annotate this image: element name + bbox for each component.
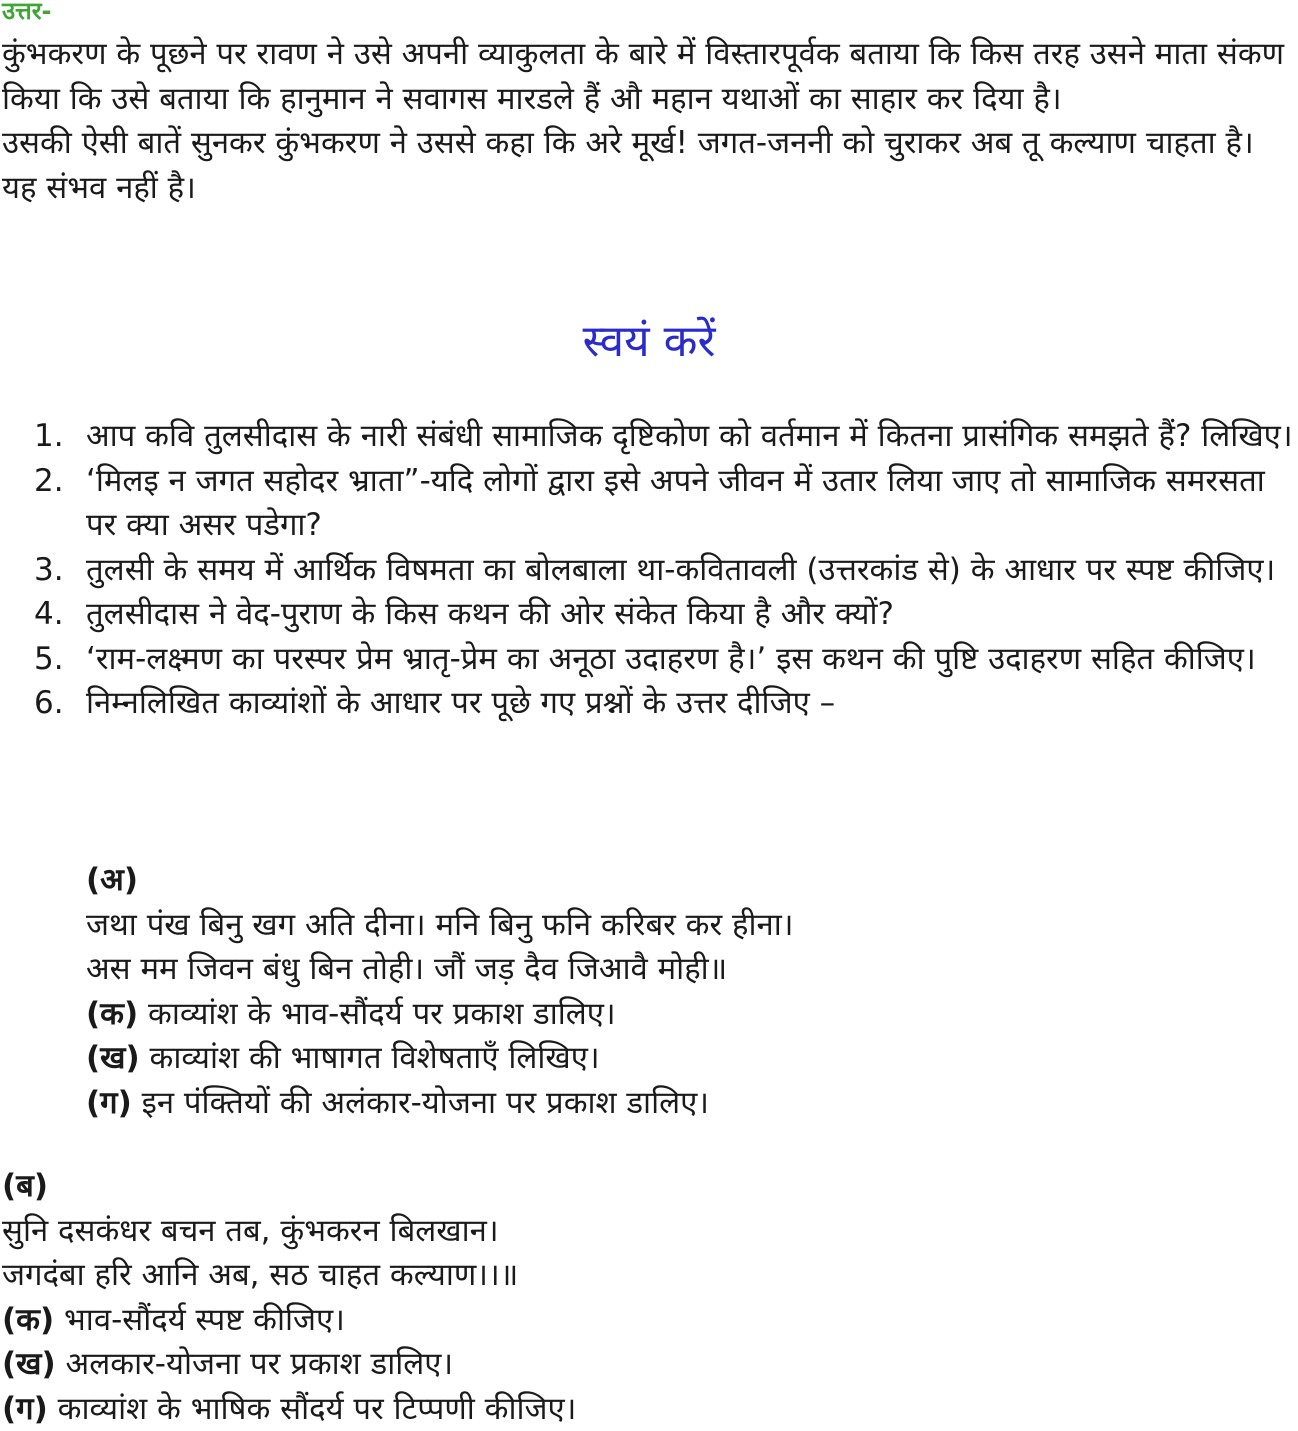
question-item: [0, 681, 1298, 726]
part-a-question-kha: [86, 1036, 1286, 1081]
question-text: तुलसीदास ने वेद-पुराण के किस कथन की ओर संकेत किया है और क्यों?: [86, 596, 894, 632]
subquestion-label: (ग): [2, 1391, 48, 1427]
question-item: [0, 548, 1298, 593]
part-b-verse-line-1: सुनि दसकंधर बचन तब, कुंभकरन बिलखान।: [2, 1209, 1292, 1254]
question-text: तुलसी के समय में आर्थिक विषमता का बोलबाला था-कवितावली (उत्तरकांड से) के आधार पर स्पष्ट कीजिए।: [86, 552, 1275, 588]
subquestion-label: (ख): [86, 1040, 140, 1076]
subquestion-text: अलकार-योजना पर प्रकाश डालिए।: [56, 1346, 453, 1382]
question-number: 1.: [34, 414, 84, 459]
part-a-question-ga: [86, 1081, 1286, 1126]
part-b-label: (ब): [2, 1164, 1292, 1209]
question-number: 2.: [34, 459, 84, 504]
part-b-question-kha: [2, 1342, 1292, 1387]
subquestion-text: काव्यांश की भाषागत विशेषताएँ लिखिए।: [140, 1040, 600, 1076]
subquestion-label: (क): [2, 1302, 54, 1338]
part-a-question-ka: [86, 992, 1286, 1037]
question-item: [0, 592, 1298, 637]
section-title: स्वयं करें: [0, 312, 1298, 372]
question-text: निम्नलिखित काव्यांशों के आधार पर पूछे गए प्रश्नों के उत्तर दीजिए –: [86, 685, 835, 721]
answer-body: [2, 32, 1292, 210]
part-a-verse-line-2: अस मम जिवन बंधु बिन तोही। जौं जड़ दैव जिआवै मोही॥: [86, 947, 1286, 992]
answer-paragraph-2: उसकी ऐसी बातें सुनकर कुंभकरण ने उससे कहा कि अरे मूर्ख! जगत-जननी को चुराकर अब तू कल्याण चाहता है। यह संभव नहीं है।: [2, 121, 1292, 210]
question-text: आप कवि तुलसीदास के नारी संबंधी सामाजिक दृष्टिकोण को वर्तमान में कितना प्रासंगिक समझते हैं? लिखिए।: [86, 418, 1293, 454]
subquestion-text: भाव-सौंदर्य स्पष्ट कीजिए।: [54, 1302, 345, 1338]
question-text: ‘मिलइ न जगत सहोदर भ्राता”-यदि लोगों द्वारा इसे अपने जीवन में उतार लिया जाए तो सामाजिक समरसता पर क्या असर पडेगा?: [86, 463, 1265, 544]
question-number: 3.: [34, 548, 84, 593]
question-item: [0, 637, 1298, 682]
part-b-verse-line-2: जगदंबा हरि आनि अब, सठ चाहत कल्याण।।॥: [2, 1253, 1292, 1298]
answer-heading: उत्तर-: [2, 0, 52, 26]
part-b-question-ka: [2, 1298, 1292, 1343]
question-number: 4.: [34, 592, 84, 637]
subquestion-text: काव्यांश के भाषिक सौंदर्य पर टिप्पणी कीजिए।: [48, 1391, 577, 1427]
answer-paragraph-1: कुंभकरण के पूछने पर रावण ने उसे अपनी व्याकुलता के बारे में विस्तारपूर्वक बताया कि किस तरह उसने माता संकण किया कि उसे बताया कि हानुमान ने सवागस मारडले हैं औ महान यथाओं का साहार कर दिया है।: [2, 32, 1292, 121]
question-item: [0, 459, 1298, 548]
question-list: [0, 414, 1298, 726]
part-a-block: [86, 858, 1286, 1125]
part-b-question-ga: [2, 1387, 1292, 1431]
subquestion-text: काव्यांश के भाव-सौंदर्य पर प्रकाश डालिए।: [138, 996, 616, 1032]
subquestion-text: इन पंक्तियों की अलंकार-योजना पर प्रकाश डालिए।: [132, 1085, 709, 1121]
subquestion-label: (क): [86, 996, 138, 1032]
part-b-block: [2, 1164, 1292, 1431]
subquestion-label: (ख): [2, 1346, 56, 1382]
question-text: ‘राम-लक्ष्मण का परस्पर प्रेम भ्रातृ-प्रेम का अनूठा उदाहरण है।’ इस कथन की पुष्टि उदाहरण सहित कीजिए।: [86, 641, 1256, 677]
part-a-label: (अ): [86, 858, 1286, 903]
question-item: [0, 414, 1298, 459]
question-number: 6.: [34, 681, 84, 726]
subquestion-label: (ग): [86, 1085, 132, 1121]
question-number: 5.: [34, 637, 84, 682]
part-a-verse-line-1: जथा पंख बिनु खग अति दीना। मनि बिनु फनि करिबर कर हीना।: [86, 903, 1286, 948]
